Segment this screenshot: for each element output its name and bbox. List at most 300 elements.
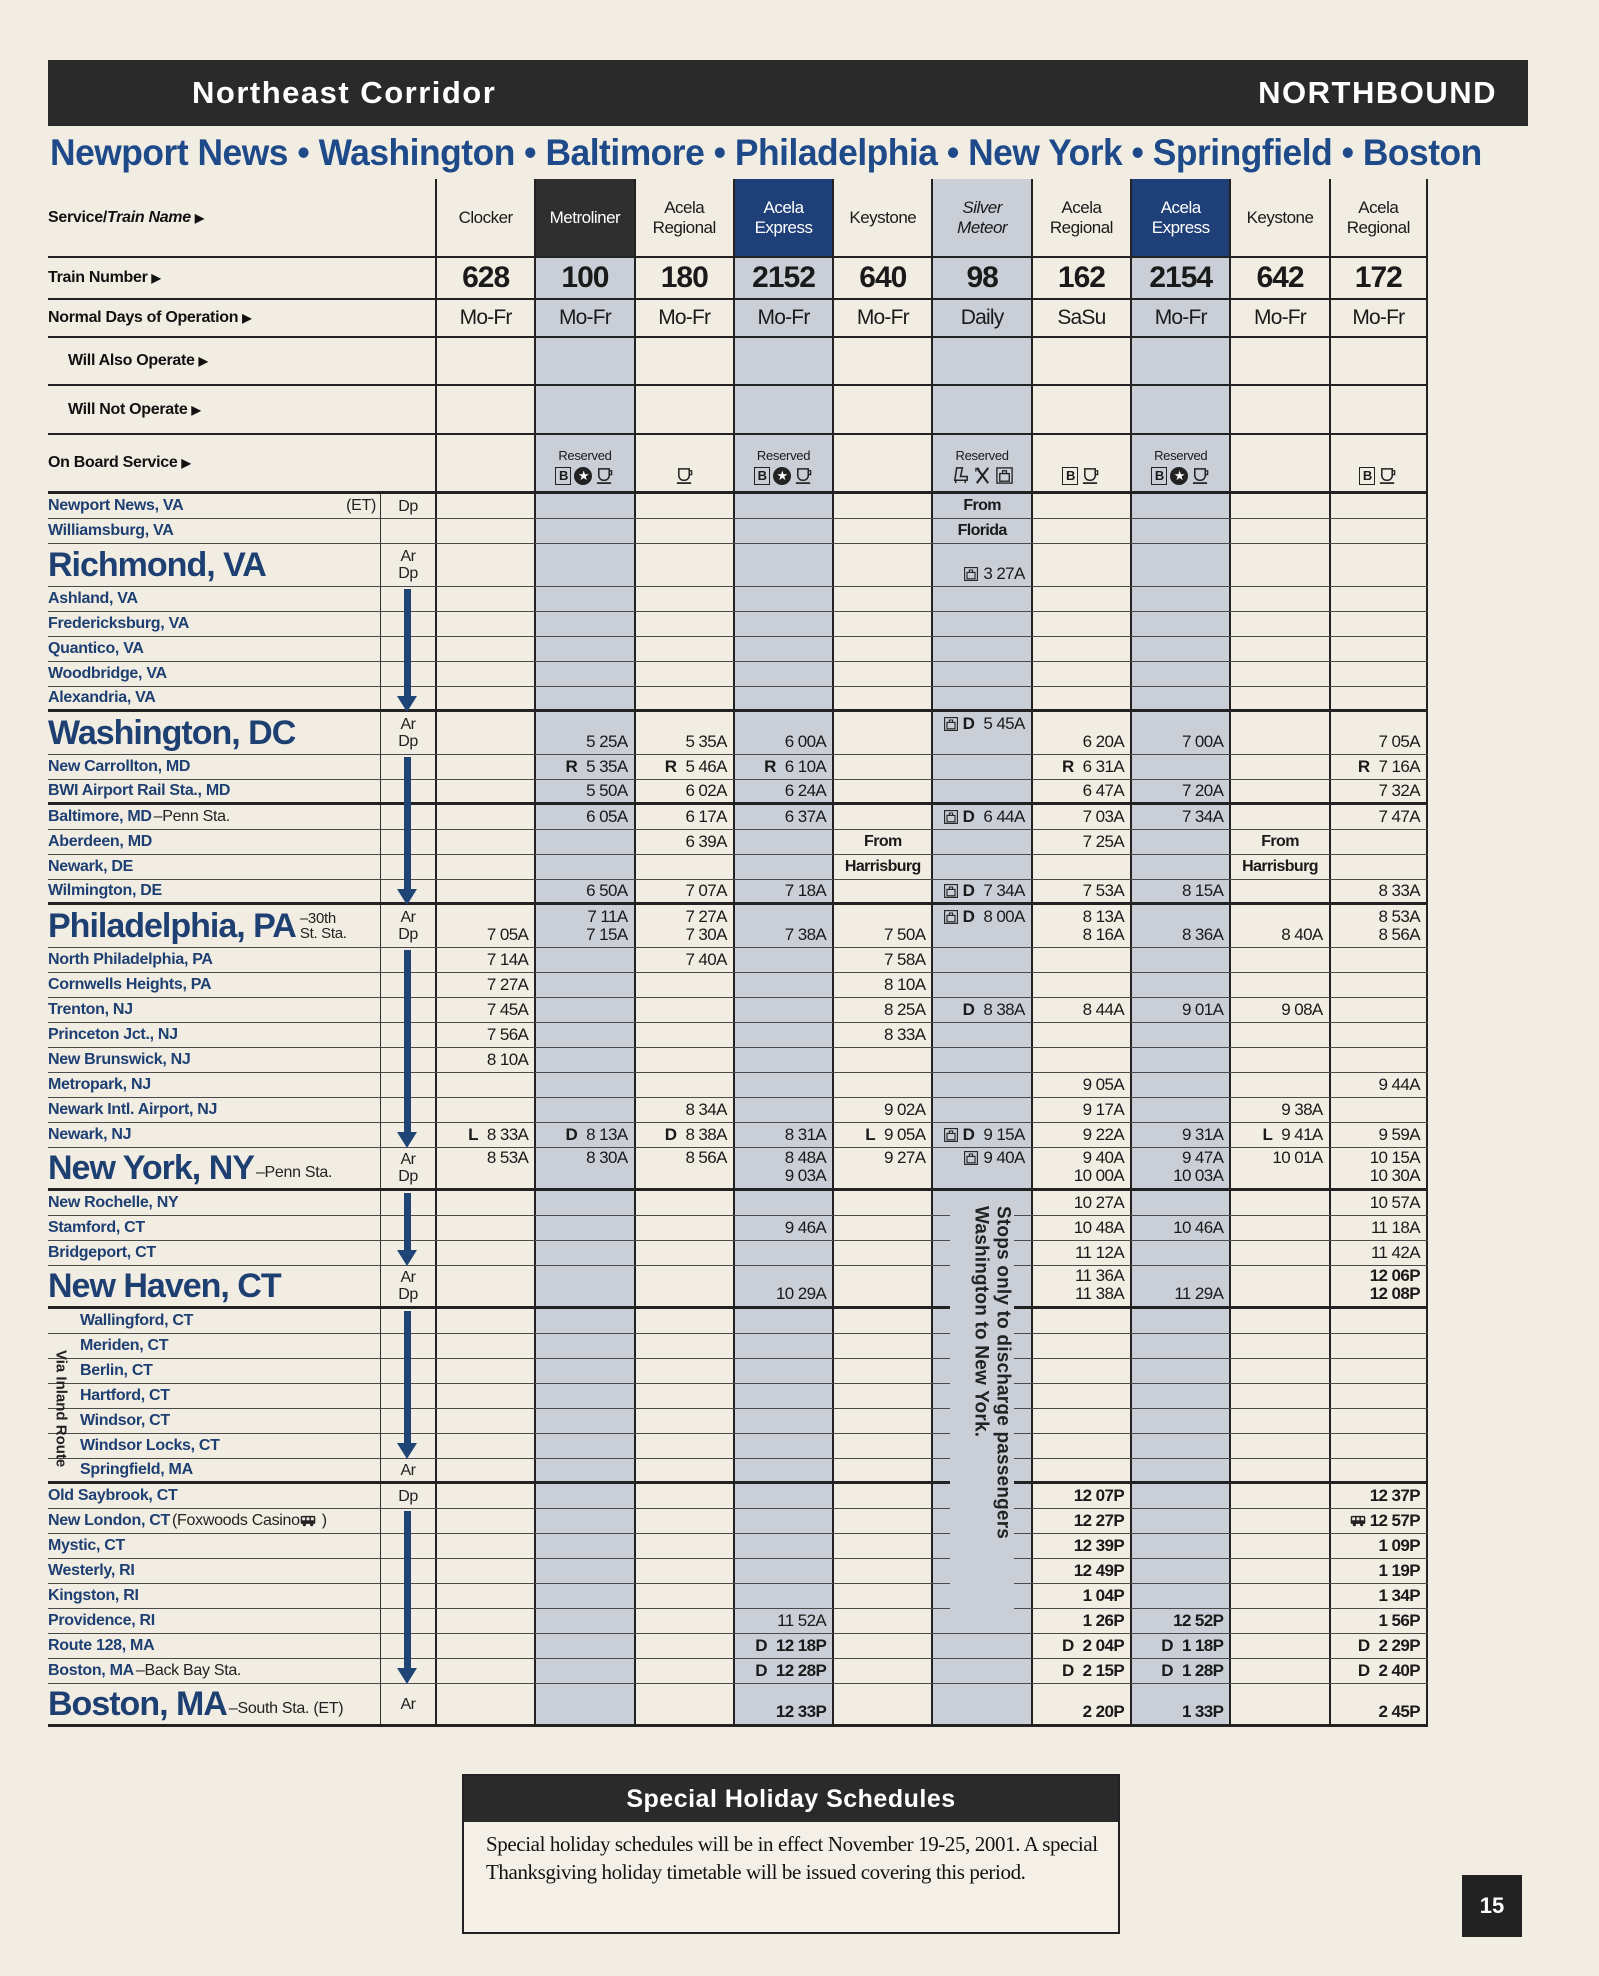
- time-value: 7 16A: [1378, 757, 1420, 776]
- note-text: From: [1261, 833, 1299, 850]
- time-cell: [1229, 805, 1328, 829]
- time-cell: [1031, 519, 1130, 543]
- time-cell: [534, 1484, 633, 1508]
- stop-flag: L: [1262, 1125, 1273, 1144]
- label-will-not: Will Not Operate: [68, 400, 188, 418]
- time-cell: [832, 1434, 931, 1458]
- time-cell: [1229, 830, 1328, 854]
- time-cell: [733, 712, 832, 754]
- time-cell: [1031, 905, 1130, 947]
- time-value: 7 45A: [486, 1000, 529, 1019]
- time-cell: [634, 1334, 733, 1358]
- time-cell: [1329, 998, 1428, 1022]
- time-cell: [1130, 637, 1229, 661]
- time-cell: [832, 1241, 931, 1265]
- train-column-cell: [832, 179, 931, 256]
- time-value: 7 25A: [1082, 832, 1125, 851]
- time-cell: [1329, 1241, 1428, 1265]
- time-value: 8 31A: [784, 1125, 827, 1144]
- arrive-depart-cell: [380, 1266, 435, 1306]
- station-row: [48, 1459, 1428, 1484]
- service-name: Keystone: [849, 207, 917, 227]
- service-name: Acela Regional: [1346, 197, 1410, 237]
- time-line: [785, 782, 826, 800]
- time-cell: [931, 612, 1030, 636]
- train-column-cell: [931, 338, 1030, 384]
- time-line: [785, 1167, 826, 1185]
- train-column-cell: [733, 258, 832, 298]
- baggage-icon: [995, 466, 1014, 485]
- time-cell: [931, 830, 1030, 854]
- time-line: [1182, 782, 1223, 800]
- time-cell: [435, 1659, 534, 1683]
- station-name: Windsor Locks, CT: [80, 1437, 220, 1454]
- time-cell: [634, 1384, 733, 1408]
- station-row: [48, 1359, 1428, 1384]
- pointer-icon: ▶: [151, 271, 161, 285]
- time-cell: [1329, 494, 1428, 518]
- train-column-cell: [1031, 179, 1130, 256]
- time-line: [1370, 1487, 1420, 1505]
- station-name-cell: [48, 1484, 380, 1508]
- time-line: [1083, 1126, 1124, 1144]
- page-title: Northeast Corridor: [192, 75, 497, 110]
- station-name-cell: [48, 830, 380, 854]
- train-column-cell: [733, 300, 832, 336]
- time-cell: [634, 948, 733, 972]
- time-cell: [832, 544, 931, 586]
- time-cell: [1130, 1098, 1229, 1122]
- time-cell: [634, 1659, 733, 1683]
- time-cell: [634, 1073, 733, 1097]
- stop-flag: D: [962, 1125, 975, 1144]
- time-value: 8 34A: [685, 1100, 727, 1119]
- time-value: 6 37A: [784, 807, 827, 826]
- time-value: 7 05A: [1378, 732, 1420, 751]
- time-value: 9 22A: [1082, 1125, 1125, 1144]
- stop-flag: D: [755, 1661, 767, 1680]
- station-name-cell: [48, 1148, 380, 1188]
- train-number-row: [48, 258, 1428, 300]
- time-cell: [1229, 1334, 1328, 1358]
- time-value: 8 15A: [1181, 881, 1224, 900]
- station-name: Ashland, VA: [48, 590, 138, 607]
- time-cell: [1329, 519, 1428, 543]
- train-column-cell: [1229, 258, 1328, 298]
- time-cell: [832, 662, 931, 686]
- row-label: [48, 435, 435, 491]
- train-column-cell: [733, 386, 832, 433]
- time-cell: [832, 712, 931, 754]
- time-cell: [634, 830, 733, 854]
- train-column-cell: [1229, 338, 1328, 384]
- time-value: 9 44A: [1378, 1075, 1420, 1094]
- time-cell: [1031, 1241, 1130, 1265]
- train-column-cell: [1329, 258, 1428, 298]
- time-line: [1062, 758, 1124, 776]
- time-cell: [733, 1634, 832, 1658]
- time-cell: [1031, 780, 1130, 802]
- service-name: Acela Express: [754, 197, 813, 237]
- time-line: [1281, 926, 1322, 944]
- time-line: [884, 926, 925, 944]
- time-value: 8 16A: [1082, 925, 1125, 944]
- station-row: [48, 1241, 1428, 1266]
- station-name-cell: [48, 712, 380, 754]
- train-column-cell: [1329, 300, 1428, 336]
- time-cell: [1329, 587, 1428, 611]
- time-line: [864, 833, 902, 851]
- station-row: [48, 1191, 1428, 1216]
- arrive-depart-label: Ar: [400, 1269, 416, 1286]
- station-name-cell: [48, 1073, 380, 1097]
- time-cell: [435, 998, 534, 1022]
- station-name: Boston, MA: [48, 1684, 227, 1723]
- time-cell: [634, 1241, 733, 1265]
- stop-flag: D: [962, 907, 975, 926]
- time-cell: [832, 780, 931, 802]
- train-column-cell: [1130, 300, 1229, 336]
- time-cell: [435, 805, 534, 829]
- time-value: 7 38A: [784, 925, 827, 944]
- time-value: 1 34P: [1378, 1586, 1420, 1605]
- time-value: 12 57P: [1369, 1511, 1420, 1530]
- cafe-icon: [595, 466, 614, 485]
- train-column-cell: [1130, 179, 1229, 256]
- time-cell: [733, 662, 832, 686]
- time-line: [586, 1149, 627, 1167]
- time-cell: [435, 1484, 534, 1508]
- time-cell: [534, 905, 633, 947]
- time-cell: [832, 1384, 931, 1408]
- time-line: [1161, 1637, 1223, 1655]
- time-cell: [534, 855, 633, 879]
- time-value: 5 25A: [586, 732, 628, 751]
- time-cell: [534, 1684, 633, 1724]
- station-row: [48, 1434, 1428, 1459]
- business-class-icon: B: [1151, 467, 1167, 485]
- time-value: 11 42A: [1370, 1243, 1420, 1262]
- time-value: 8 10A: [884, 975, 926, 994]
- time-value: 5 35A: [586, 757, 628, 776]
- time-cell: [1229, 1266, 1328, 1306]
- onboard-row: [48, 435, 1428, 494]
- time-line: [1074, 1219, 1124, 1237]
- will-also-row: [48, 338, 1428, 386]
- reserved-label: Reserved: [756, 448, 811, 463]
- stop-flag: R: [764, 757, 776, 776]
- time-cell: [435, 1148, 534, 1188]
- time-cell: [832, 1216, 931, 1240]
- baggage-icon: [963, 566, 979, 582]
- station-row: [48, 1098, 1428, 1123]
- time-value: 7 07A: [685, 881, 727, 900]
- time-cell: [435, 1073, 534, 1097]
- train-column-cell: [1229, 179, 1328, 256]
- time-cell: [1229, 998, 1328, 1022]
- time-cell: [832, 830, 931, 854]
- time-cell: [1329, 1684, 1428, 1724]
- train-column-cell: [733, 435, 832, 491]
- time-cell: [1329, 905, 1428, 947]
- service-row: [48, 179, 1428, 258]
- time-value: 8 38A: [685, 1125, 727, 1144]
- stop-flag: R: [1357, 757, 1370, 776]
- time-line: [1174, 1285, 1223, 1303]
- time-cell: [1130, 755, 1229, 779]
- time-cell: [931, 1609, 1030, 1633]
- time-line: [1075, 1285, 1124, 1303]
- time-value: 5 35A: [685, 732, 727, 751]
- train-number: 98: [966, 261, 998, 294]
- days-of-operation: Mo-Fr: [1154, 306, 1207, 329]
- time-cell: [1031, 1584, 1130, 1608]
- time-cell: [1329, 880, 1428, 902]
- time-cell: [931, 519, 1030, 543]
- onboard-icons: [951, 466, 1014, 485]
- time-value: 2 40P: [1378, 1661, 1420, 1680]
- time-cell: [1130, 1048, 1229, 1072]
- station-name-cell: [48, 1048, 380, 1072]
- time-cell: [1329, 948, 1428, 972]
- time-value: 10 03A: [1173, 1166, 1224, 1185]
- stop-flag: D: [755, 1636, 767, 1655]
- train-column-cell: [931, 435, 1030, 491]
- time-cell: [1130, 1684, 1229, 1724]
- time-cell: [534, 1148, 633, 1188]
- cafe-icon: [1378, 466, 1397, 485]
- time-value: 9 40A: [983, 1148, 1025, 1167]
- station-name: Stamford, CT: [48, 1219, 145, 1236]
- time-value: 2 45P: [1378, 1702, 1420, 1721]
- time-cell: [634, 1609, 733, 1633]
- time-line: [565, 758, 627, 776]
- dining-icon: [973, 466, 992, 485]
- train-column-cell: [1031, 300, 1130, 336]
- time-cell: [534, 1659, 633, 1683]
- station-row: [48, 948, 1428, 973]
- time-cell: [435, 830, 534, 854]
- time-value: 7 47A: [1378, 807, 1420, 826]
- time-cell: [435, 880, 534, 902]
- baggage-icon: [943, 809, 959, 825]
- time-value: 2 20P: [1082, 1702, 1125, 1721]
- time-cell: [733, 973, 832, 997]
- row-label: [48, 258, 435, 298]
- arrive-depart-cell: [380, 1484, 435, 1508]
- time-cell: [435, 973, 534, 997]
- time-cell: [534, 1584, 633, 1608]
- time-cell: [1031, 1216, 1130, 1240]
- station-row: [48, 1534, 1428, 1559]
- train-column-cell: [435, 435, 534, 491]
- time-cell: [832, 494, 931, 518]
- time-value: 9 40A: [1082, 1148, 1125, 1167]
- time-cell: [733, 1559, 832, 1583]
- time-cell: [1130, 1384, 1229, 1408]
- arrive-depart-label: Ar: [400, 1695, 416, 1713]
- time-cell: [1031, 1509, 1130, 1533]
- station-row: [48, 1409, 1428, 1434]
- train-column-cell: [534, 179, 633, 256]
- time-line: [963, 497, 1001, 515]
- business-class-icon: B: [1062, 467, 1078, 485]
- time-cell: [634, 687, 733, 709]
- time-cell: [634, 1534, 733, 1558]
- time-cell: [832, 1584, 931, 1608]
- station-name-cell: [48, 880, 380, 902]
- time-line: [884, 1101, 925, 1119]
- time-cell: [634, 612, 733, 636]
- time-cell: [1031, 755, 1130, 779]
- time-value: 8 38A: [983, 1000, 1025, 1019]
- time-cell: [1329, 1484, 1428, 1508]
- time-cell: [931, 1098, 1030, 1122]
- time-line: [884, 1001, 925, 1019]
- time-cell: [534, 1098, 633, 1122]
- station-row: [48, 755, 1428, 780]
- stop-flag: D: [1357, 1636, 1370, 1655]
- time-cell: [534, 662, 633, 686]
- time-cell: [435, 1509, 534, 1533]
- time-cell: [634, 1459, 733, 1481]
- time-value: 12 49P: [1073, 1561, 1125, 1580]
- time-cell: [1130, 1409, 1229, 1433]
- time-cell: [1031, 1266, 1130, 1306]
- time-cell: [1229, 662, 1328, 686]
- timezone-label: (ET): [346, 497, 376, 514]
- station-row: [48, 780, 1428, 805]
- stop-flag: L: [468, 1125, 478, 1144]
- station-name: Woodbridge, VA: [48, 665, 167, 682]
- time-value: 8 48A: [784, 1148, 827, 1167]
- time-value: 8 36A: [1181, 925, 1224, 944]
- time-cell: [733, 855, 832, 879]
- time-value: 1 19P: [1378, 1561, 1420, 1580]
- station-name-cell: [48, 1634, 380, 1658]
- time-cell: [634, 780, 733, 802]
- days-of-operation: Mo-Fr: [658, 306, 711, 329]
- time-cell: [1130, 1559, 1229, 1583]
- time-line: [1074, 1487, 1124, 1505]
- time-cell: [1229, 1659, 1328, 1683]
- time-value: 9 15A: [983, 1125, 1025, 1144]
- station-name-cell: [48, 637, 380, 661]
- time-cell: [1031, 998, 1130, 1022]
- time-value: 12 39P: [1073, 1536, 1125, 1555]
- stop-flag: R: [664, 757, 677, 776]
- train-number: 162: [1057, 261, 1105, 294]
- station-suffix-line: St. Sta.: [299, 925, 347, 942]
- train-column-cell: [534, 338, 633, 384]
- time-value: 5 46A: [685, 757, 727, 776]
- station-name-cell: [48, 1509, 380, 1533]
- train-column-cell: [1130, 435, 1229, 491]
- time-cell: [931, 973, 1030, 997]
- time-cell: [1130, 948, 1229, 972]
- time-cell: [1130, 1659, 1229, 1683]
- time-cell: [1229, 780, 1328, 802]
- time-cell: [1329, 1509, 1428, 1533]
- label-service: Service/: [48, 208, 107, 226]
- time-line: [1182, 926, 1223, 944]
- time-cell: [733, 587, 832, 611]
- time-line: [1379, 1126, 1420, 1144]
- train-column-cell: [634, 435, 733, 491]
- baggage-icon: [963, 1150, 979, 1166]
- time-cell: [435, 1266, 534, 1306]
- time-line: [1370, 1149, 1420, 1167]
- train-column-cell: [1031, 338, 1130, 384]
- time-line: [1371, 1244, 1420, 1262]
- station-name-cell: [48, 1584, 380, 1608]
- time-cell: [1329, 1048, 1428, 1072]
- time-cell: [832, 1634, 931, 1658]
- stop-flag: D: [664, 1125, 677, 1144]
- time-value: 7 11A: [587, 907, 628, 926]
- time-cell: [1031, 805, 1130, 829]
- station-name-cell: [48, 1459, 380, 1481]
- station-row: [48, 1023, 1428, 1048]
- station-row: [48, 1123, 1428, 1148]
- service-name: Acela Regional: [652, 197, 716, 237]
- train-number: 628: [462, 261, 510, 294]
- note-text: From: [963, 497, 1001, 514]
- time-cell: [435, 948, 534, 972]
- station-row: [48, 880, 1428, 905]
- time-cell: [435, 1098, 534, 1122]
- business-class-icon: B: [1359, 467, 1375, 485]
- time-cell: [1130, 1609, 1229, 1633]
- baggage-icon: [943, 909, 959, 925]
- time-line: [1182, 1001, 1223, 1019]
- time-line: [963, 565, 1024, 583]
- onboard-icons: [1359, 466, 1397, 485]
- station-name-cell: [48, 780, 380, 802]
- time-cell: [1031, 1684, 1130, 1724]
- station-name: New Rochelle, NY: [48, 1194, 179, 1211]
- time-cell: [931, 637, 1030, 661]
- time-cell: [634, 1409, 733, 1433]
- time-line: [1083, 1703, 1124, 1721]
- time-value: 9 01A: [1181, 1000, 1224, 1019]
- time-cell: [1130, 1266, 1229, 1306]
- pointer-icon: ▶: [198, 354, 208, 368]
- train-column-cell: [435, 386, 534, 433]
- time-cell: [931, 855, 1030, 879]
- time-cell: [435, 1634, 534, 1658]
- time-line: [1173, 1219, 1223, 1237]
- time-cell: [733, 494, 832, 518]
- baggage-icon: [943, 716, 959, 732]
- time-cell: [534, 587, 633, 611]
- time-line: [1242, 858, 1318, 876]
- time-cell: [534, 1073, 633, 1097]
- train-number: 2152: [752, 261, 815, 294]
- station-name-cell: [48, 1434, 380, 1458]
- time-value: 5 45A: [983, 714, 1025, 733]
- time-cell: [832, 948, 931, 972]
- time-value: 6 47A: [1082, 781, 1125, 800]
- time-cell: [832, 755, 931, 779]
- station-name-cell: [48, 998, 380, 1022]
- station-name-cell: [48, 1266, 380, 1306]
- arrive-depart-label: Ar: [400, 909, 416, 926]
- time-cell: [1229, 1559, 1328, 1583]
- time-cell: [931, 687, 1030, 709]
- time-cell: [435, 687, 534, 709]
- time-line: [1173, 1167, 1223, 1185]
